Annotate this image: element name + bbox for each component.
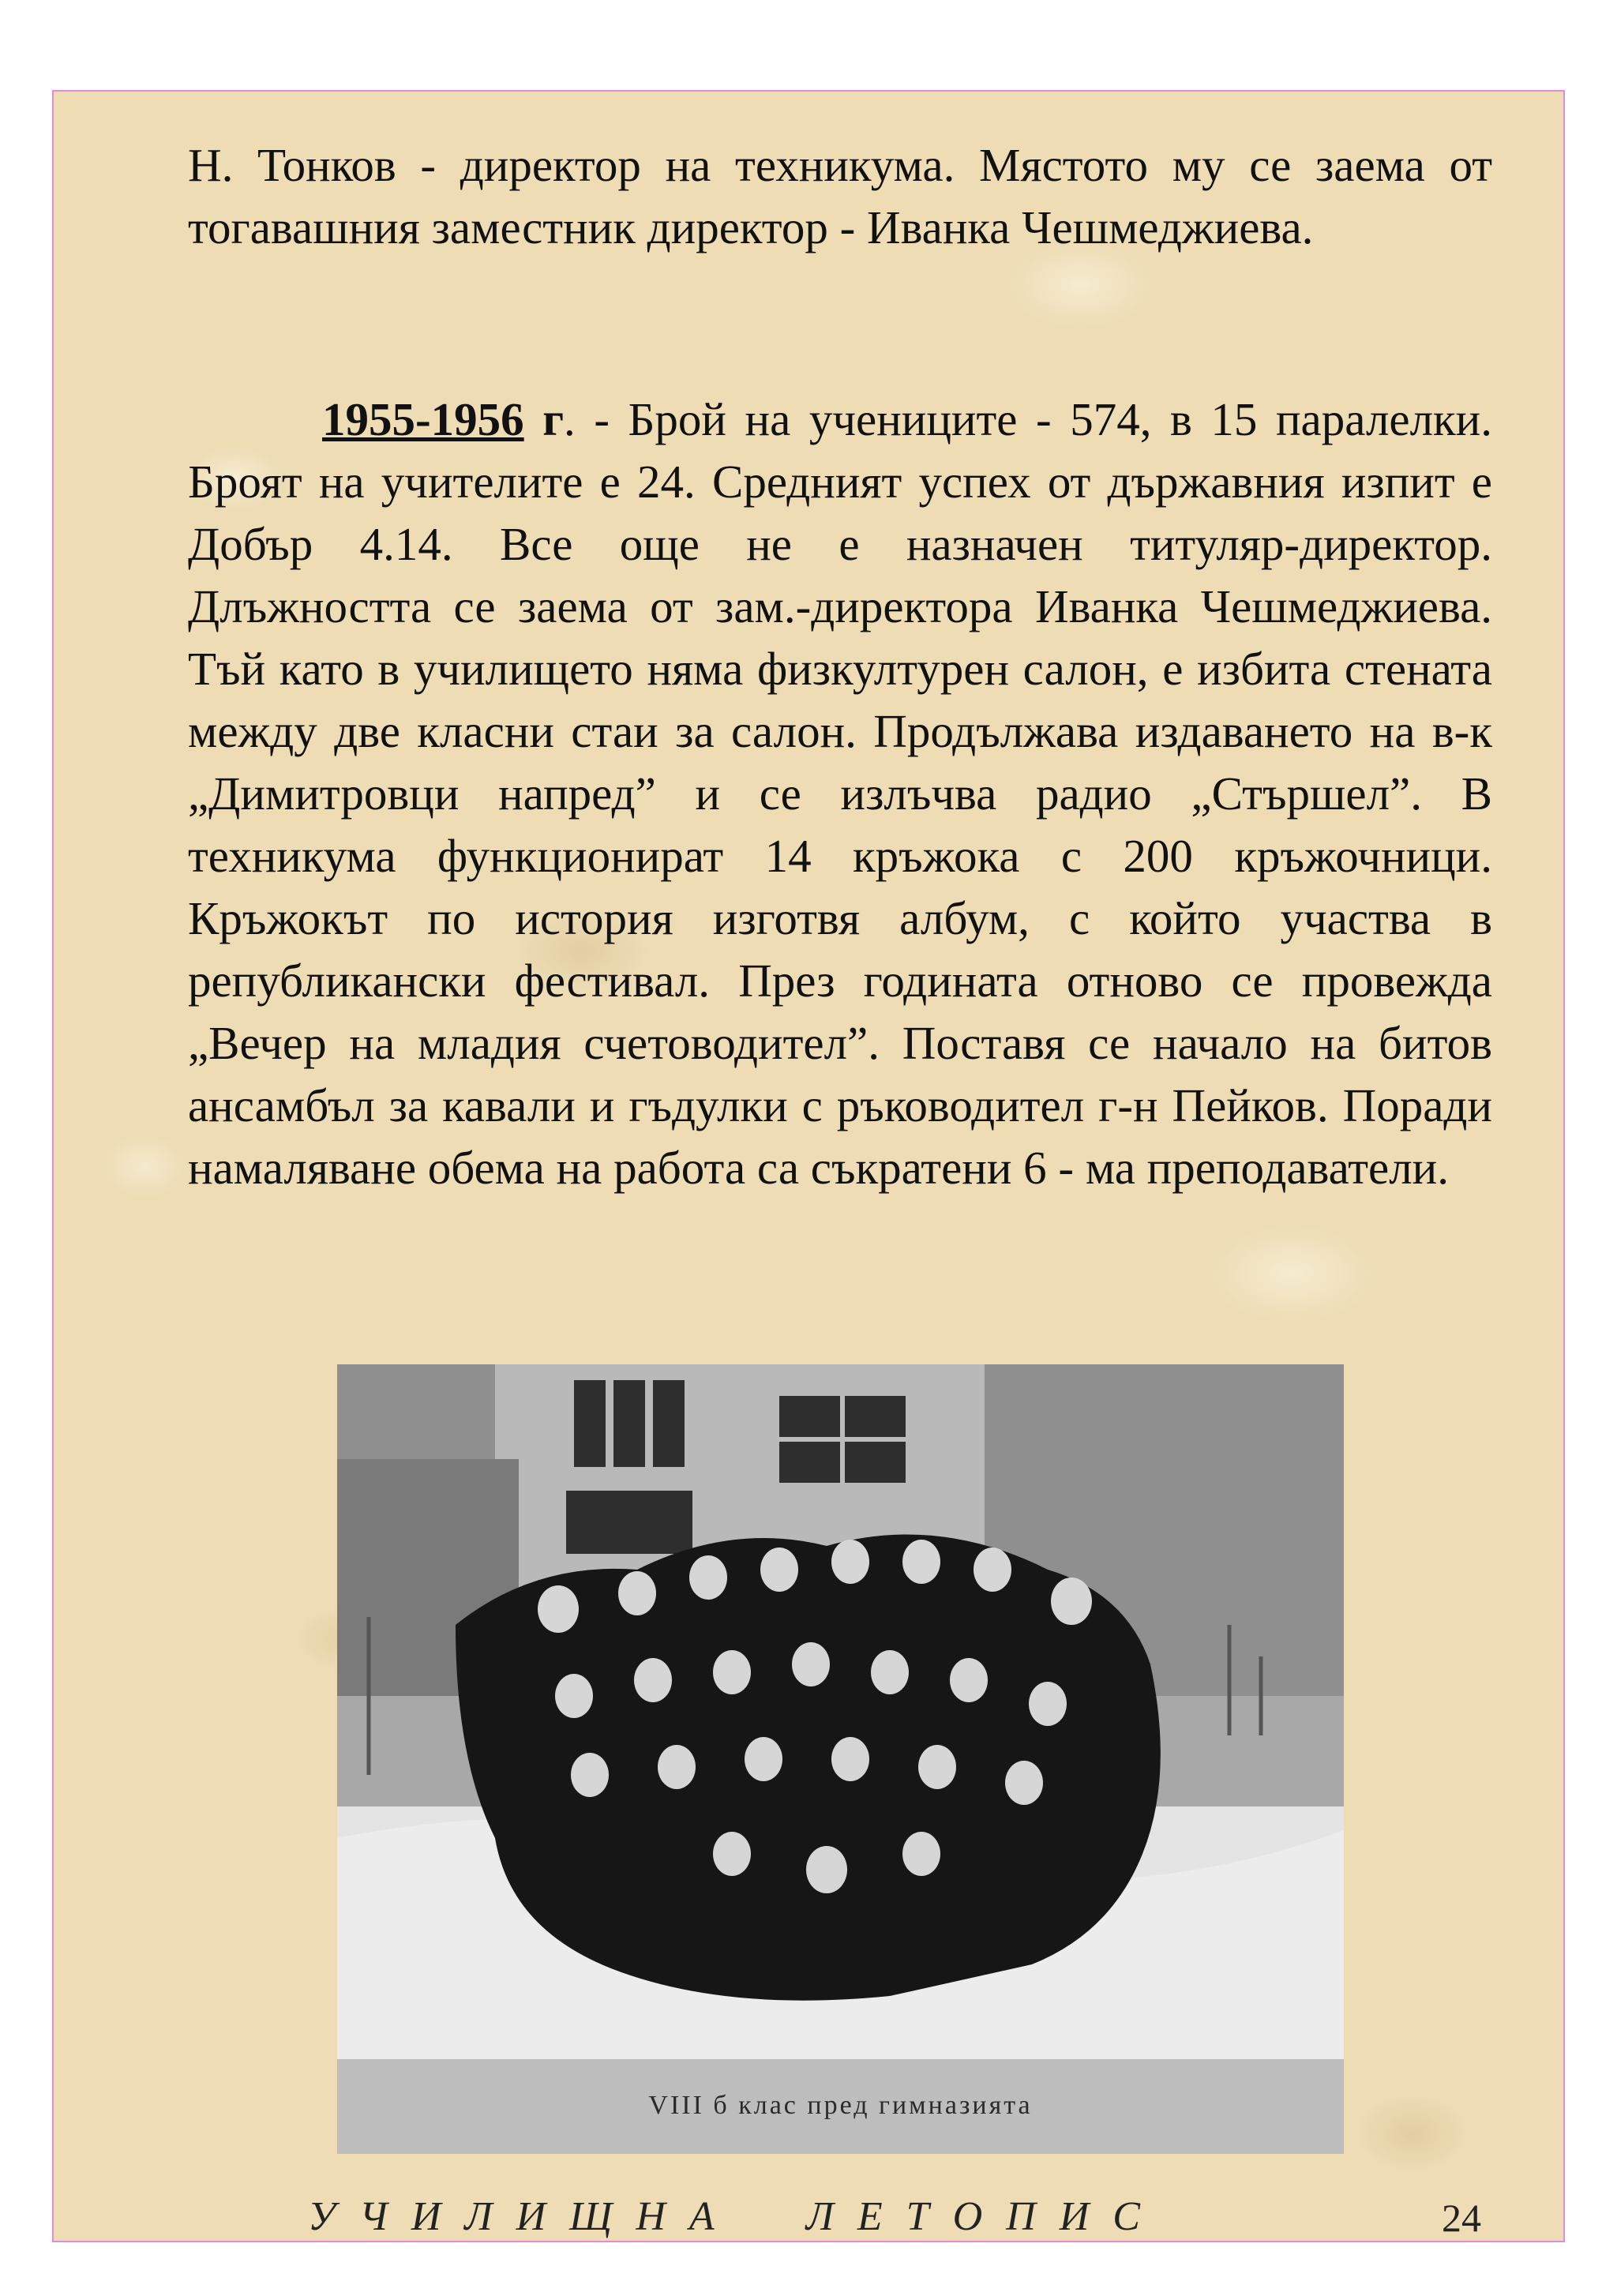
year-suffix: г [542,393,565,445]
year-heading: 1955-1956 [322,393,524,445]
class-photo [337,1364,1344,2154]
photo-caption: VIII б клас пред гимназията [648,2091,1033,2120]
class-photo-image [337,1364,1344,2154]
paragraph-continuation [188,134,1492,259]
page-number: 24 [1442,2196,1481,2240]
footer-title: УЧИЛИЩНА ЛЕТОПИС [308,2194,1164,2239]
paragraph-year-1955 [188,388,1492,1199]
paragraph-2-text: . - Брой на учениците - 574, в 15 паралелки. Броят на учителите е 24. Средният успех от държавния изпит е Добър 4.14. Все още не е назначен титуляр-директор. Длъжността се заема от зам.-директора Иванка Чешмеджиева. Тъй като в училището няма физкултурен салон, е избита стената между две класни стаи за салон. Продължава издаването на в-к „Димитровци напред” и се излъчва радио „Стършел”. В техникума функционират 14 кръжока с 200 кръжочници. Кръжокът по история изготвя албум, с който участва в републикански фестивал. През годината отново се провежда „Вечер на младия счетоводител”. Поставя се начало на битов ансамбъл за кавали и гъдулки с ръководител г-н Пейков. Поради намаляване обема на работа са съкратени 6 - ма преподаватели. [188,393,1493,1194]
paragraph-1-text: Н. Тонков - директор на техникума. Мястото му се заема от тогавашния заместник директор - Иванка Чешмеджиева. [188,139,1492,253]
